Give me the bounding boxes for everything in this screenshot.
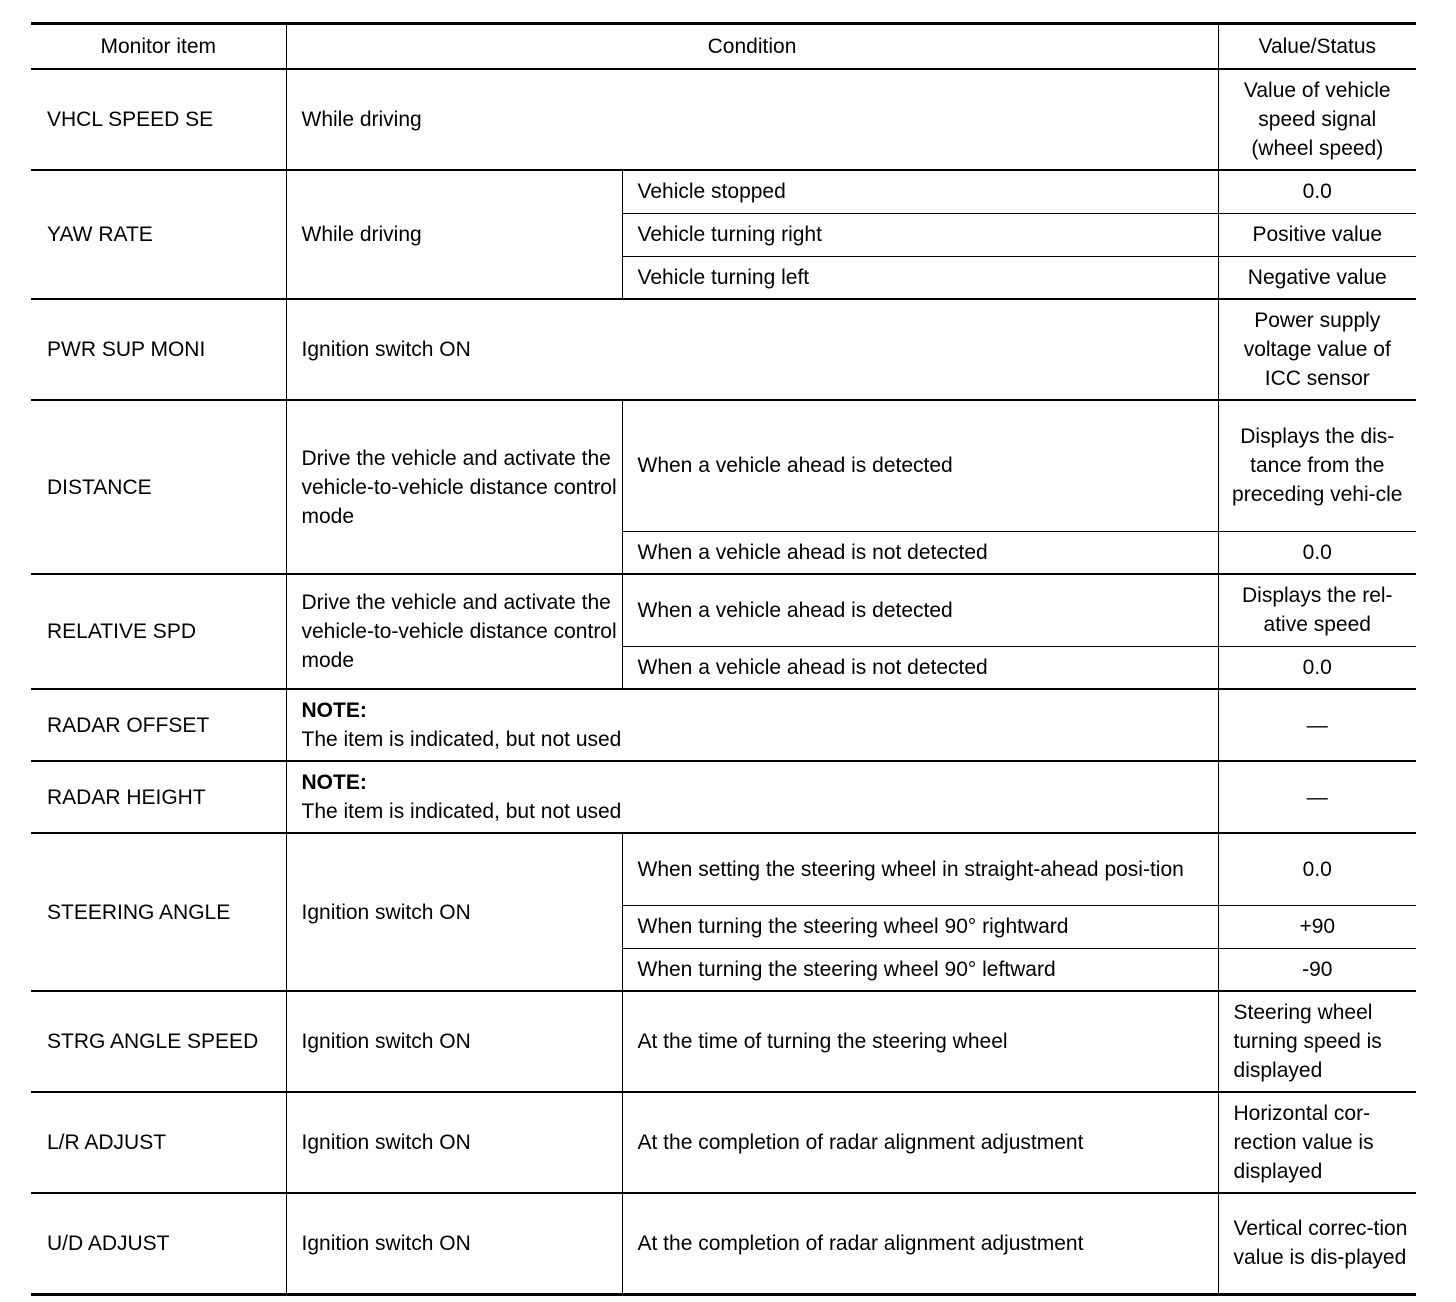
value-cell: Negative value	[1218, 256, 1416, 299]
value-cell: Vertical correc-tion value is dis-played	[1218, 1193, 1416, 1294]
note-label: NOTE:	[301, 699, 367, 722]
sub-condition-cell: When a vehicle ahead is not detected	[622, 646, 1218, 689]
header-condition: Condition	[286, 24, 1218, 70]
table-row	[31, 991, 1416, 1092]
value-cell: Power supply voltage value of ICC sensor	[1218, 299, 1416, 400]
sub-condition-cell: At the time of turning the steering wheel	[622, 991, 1218, 1092]
condition-cell: Ignition switch ON	[286, 1193, 622, 1294]
sub-condition-cell: Vehicle turning left	[622, 256, 1218, 299]
table-row	[31, 170, 1416, 213]
table-header-row	[31, 24, 1416, 70]
monitor-item-cell: PWR SUP MONI	[31, 299, 286, 400]
value-cell: 0.0	[1218, 170, 1416, 213]
note-cell	[286, 689, 1218, 761]
sub-condition-cell: When a vehicle ahead is detected	[622, 400, 1218, 531]
sub-condition-cell: At the completion of radar alignment adjustment	[622, 1092, 1218, 1193]
value-cell: Displays the dis-tance from the preceding vehi-cle	[1218, 400, 1416, 531]
value-cell: +90	[1218, 905, 1416, 948]
monitor-item-cell: DISTANCE	[31, 400, 286, 574]
monitor-item-cell: YAW RATE	[31, 170, 286, 299]
note-text: The item is indicated, but not used	[301, 800, 622, 823]
sub-condition-cell: Vehicle stopped	[622, 170, 1218, 213]
note-cell	[286, 761, 1218, 833]
monitor-item-cell: RELATIVE SPD	[31, 574, 286, 689]
value-cell: —	[1218, 689, 1416, 761]
table-row	[31, 1193, 1416, 1294]
table-row	[31, 574, 1416, 646]
table-row	[31, 833, 1416, 905]
note-text: The item is indicated, but not used	[301, 728, 622, 751]
value-cell: 0.0	[1218, 646, 1416, 689]
note-label: NOTE:	[301, 771, 367, 794]
table-row	[31, 689, 1416, 761]
table-row	[31, 400, 1416, 531]
monitor-item-cell: VHCL SPEED SE	[31, 69, 286, 170]
header-monitor-item: Monitor item	[31, 24, 286, 70]
sub-condition-cell: At the completion of radar alignment adjustment	[622, 1193, 1218, 1294]
value-cell: Value of vehicle speed signal (wheel speed)	[1218, 69, 1416, 170]
condition-cell: While driving	[286, 170, 622, 299]
sub-condition-cell: Vehicle turning right	[622, 213, 1218, 256]
value-cell: —	[1218, 761, 1416, 833]
table-row	[31, 1092, 1416, 1193]
condition-cell: Ignition switch ON	[286, 299, 1218, 400]
monitor-item-cell: RADAR HEIGHT	[31, 761, 286, 833]
monitor-item-cell: RADAR OFFSET	[31, 689, 286, 761]
table-row	[31, 761, 1416, 833]
condition-cell: Drive the vehicle and activate the vehicle-to-vehicle distance control mode	[286, 574, 622, 689]
sub-condition-cell: When turning the steering wheel 90° leftward	[622, 948, 1218, 991]
value-cell: -90	[1218, 948, 1416, 991]
value-cell: Horizontal cor-rection value is displayed	[1218, 1092, 1416, 1193]
value-cell: 0.0	[1218, 531, 1416, 574]
table-row	[31, 69, 1416, 170]
monitor-item-cell: L/R ADJUST	[31, 1092, 286, 1193]
sub-condition-cell: When a vehicle ahead is detected	[622, 574, 1218, 646]
value-cell: Displays the rel-ative speed	[1218, 574, 1416, 646]
value-cell: 0.0	[1218, 833, 1416, 905]
monitor-item-table	[31, 22, 1416, 1296]
sub-condition-cell: When setting the steering wheel in straight-ahead posi-tion	[622, 833, 1218, 905]
sub-condition-cell: When turning the steering wheel 90° rightward	[622, 905, 1218, 948]
condition-cell: Ignition switch ON	[286, 991, 622, 1092]
monitor-item-cell: STEERING ANGLE	[31, 833, 286, 991]
table-row	[31, 299, 1416, 400]
condition-cell: Drive the vehicle and activate the vehicle-to-vehicle distance control mode	[286, 400, 622, 574]
value-cell: Positive value	[1218, 213, 1416, 256]
condition-cell: Ignition switch ON	[286, 1092, 622, 1193]
monitor-item-cell: STRG ANGLE SPEED	[31, 991, 286, 1092]
sub-condition-cell: When a vehicle ahead is not detected	[622, 531, 1218, 574]
header-value-status: Value/Status	[1218, 24, 1416, 70]
monitor-item-cell: U/D ADJUST	[31, 1193, 286, 1294]
value-cell: Steering wheel turning speed is displayed	[1218, 991, 1416, 1092]
condition-cell: While driving	[286, 69, 1218, 170]
condition-cell: Ignition switch ON	[286, 833, 622, 991]
